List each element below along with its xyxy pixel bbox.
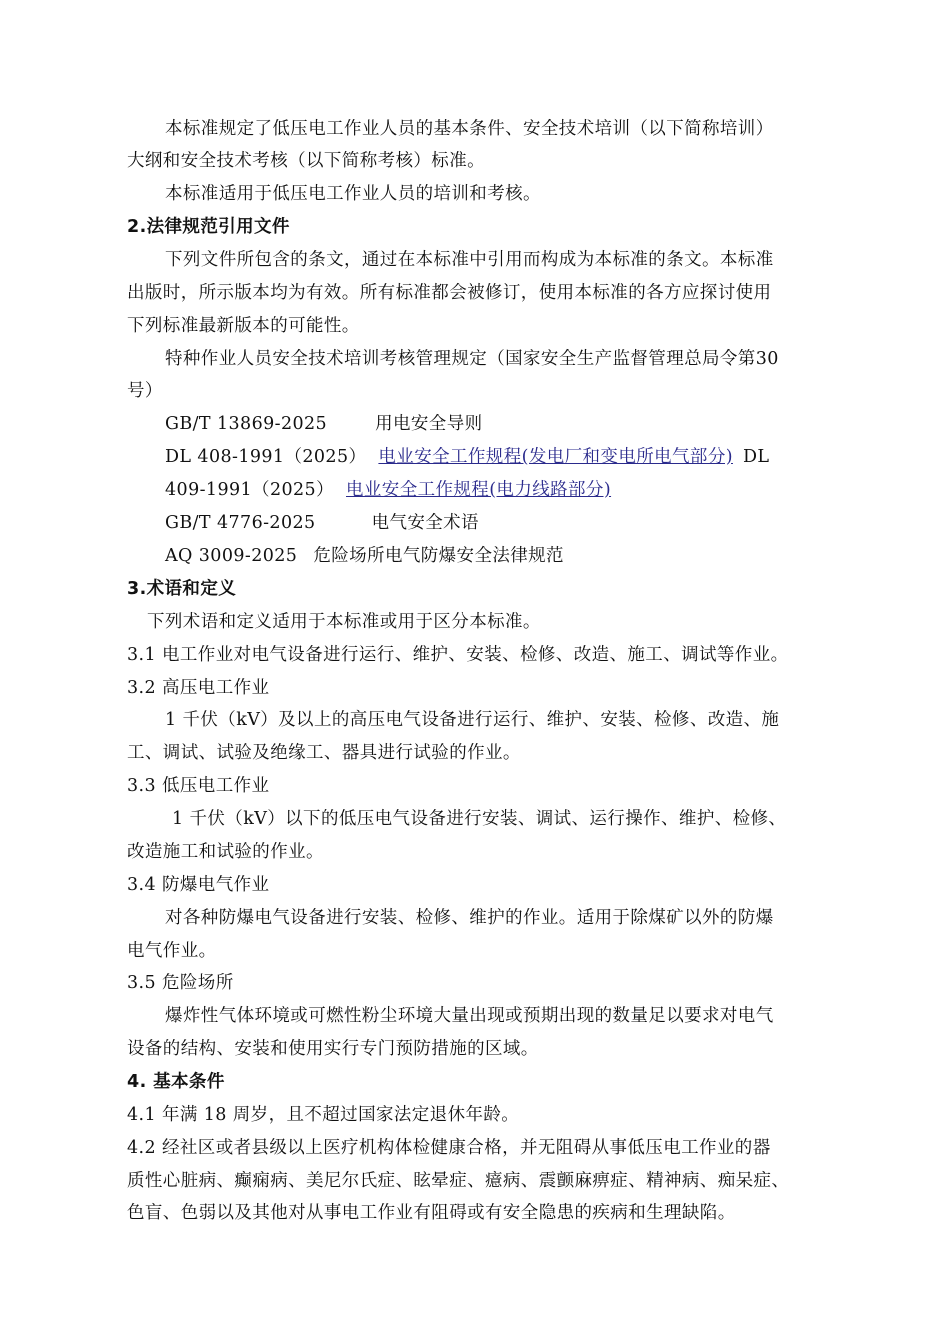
reference-item [165, 512, 479, 534]
reference-item [165, 413, 483, 435]
reference-link[interactable]: 电业安全工作规程(发电厂和变电所电气部分) [378, 447, 733, 467]
paragraph-line: 下列术语和定义适用于本标准或用于区分本标准。 [147, 612, 541, 632]
section-heading: 3.术语和定义 [127, 579, 237, 599]
reference-title: 用电安全导则 [375, 414, 483, 434]
reference-title: 电气安全术语 [371, 513, 479, 533]
reference-code: 409-1991（2025） [165, 480, 334, 500]
paragraph-line: 本标准适用于低压电工作业人员的培训和考核。 [165, 184, 541, 204]
paragraph-line: 特种作业人员安全技术培训考核管理规定（国家安全生产监督管理总局令第30 [165, 349, 779, 369]
reference-item [165, 446, 769, 468]
section-heading: 2.法律规范引用文件 [127, 217, 290, 237]
paragraph-line: 质性心脏病、癫痫病、美尼尔氏症、眩晕症、癔病、震颤麻痹症、精神病、痴呆症、 [127, 1171, 790, 1191]
paragraph-line: 本标准规定了低压电工作业人员的基本条件、安全技术培训（以下简称培训） [165, 119, 774, 139]
paragraph-line: 色盲、色弱以及其他对从事电工作业有阻碍或有安全隐患的疾病和生理缺陷。 [127, 1203, 736, 1223]
paragraph-line: 爆炸性气体环境或可燃性粉尘环境大量出现或预期出现的数量足以要求对电气 [165, 1006, 774, 1026]
subheading: 3.3 低压电工作业 [127, 776, 270, 796]
reference-code: GB/T 4776-2025 [165, 513, 316, 533]
subheading: 3.5 危险场所 [127, 973, 234, 993]
paragraph-line: 4.1 年满 18 周岁，且不超过国家法定退休年龄。 [127, 1105, 520, 1125]
paragraph-line: 设备的结构、安装和使用实行专门预防措施的区域。 [127, 1039, 539, 1059]
paragraph-line: 4.2 经社区或者县级以上医疗机构体检健康合格，并无阻碍从事低压电工作业的器 [127, 1138, 771, 1158]
reference-code: GB/T 13869-2025 [165, 414, 328, 434]
reference-title: 危险场所电气防爆安全法律规范 [313, 546, 564, 566]
paragraph-line: 号） [127, 381, 163, 401]
section-heading: 4. 基本条件 [127, 1072, 225, 1092]
paragraph-line: 电气作业。 [127, 941, 217, 961]
subheading: 3.4 防爆电气作业 [127, 875, 270, 895]
subheading: 3.2 高压电工作业 [127, 678, 270, 698]
paragraph-line: 下列标准最新版本的可能性。 [127, 316, 360, 336]
paragraph-line: 大纲和安全技术考核（以下简称考核）标准。 [127, 151, 485, 171]
reference-link[interactable]: 电业安全工作规程(电力线路部分) [346, 480, 612, 500]
paragraph-line: 下列文件所包含的条文，通过在本标准中引用而构成为本标准的条文。本标准 [165, 250, 774, 270]
reference-code: DL [742, 447, 770, 467]
paragraph-line: 3.1 电工作业对电气设备进行运行、维护、安装、检修、改造、施工、调试等作业。 [127, 645, 789, 665]
paragraph-line: 改造施工和试验的作业。 [127, 842, 324, 862]
paragraph-line: 工、调试、试验及绝缘工、器具进行试验的作业。 [127, 743, 521, 763]
paragraph-line: 1 千伏（kV）及以上的高压电气设备进行运行、维护、安装、检修、改造、施 [165, 710, 780, 730]
reference-item [165, 545, 564, 567]
paragraph-line: 1 千伏（kV）以下的低压电气设备进行安装、调试、运行操作、维护、检修、 [172, 809, 787, 829]
paragraph-line: 对各种防爆电气设备进行安装、检修、维护的作业。适用于除煤矿以外的防爆 [165, 908, 774, 928]
paragraph-line: 出版时，所示版本均为有效。所有标准都会被修订，使用本标准的各方应探讨使用 [127, 283, 772, 303]
reference-code: DL 408-1991（2025） [165, 447, 367, 467]
reference-code: AQ 3009-2025 [165, 546, 298, 566]
reference-item [165, 479, 611, 501]
